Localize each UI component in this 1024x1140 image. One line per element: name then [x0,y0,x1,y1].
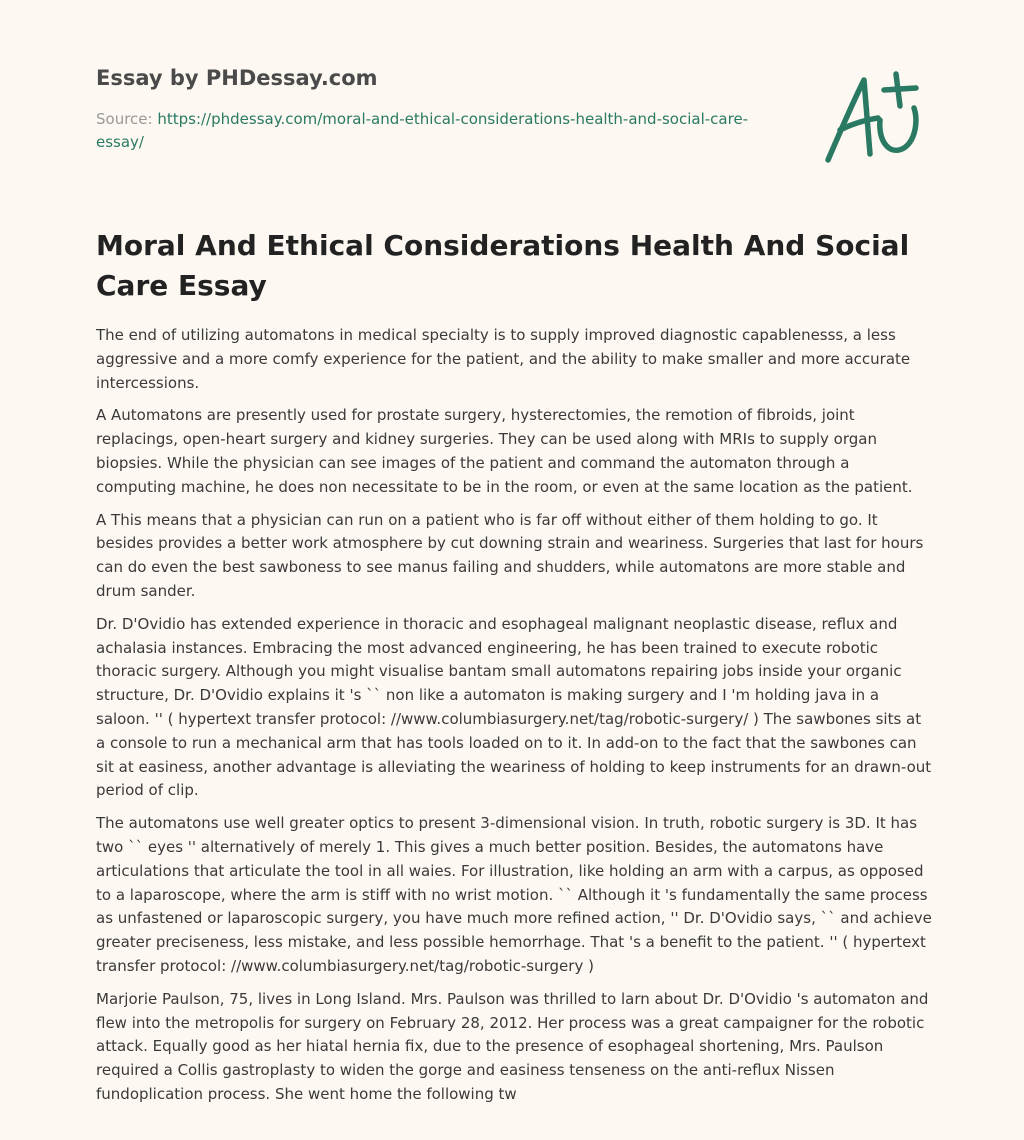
essay-title: Moral And Ethical Considerations Health And Social Care Essay [96,229,910,302]
paragraph: The automatons use well greater optics to present 3-dimensional vision. In truth, robotic surgery is 3D. It has two `` eyes '' alternatively of merely 1. This gives a much better position. Besides, the automatons have articulations that articulate the tool in all waies. For illustration, like holding an arm with a carpus, as opposed to a laparoscope, where the arm is stiff with no wrist motion. `` Although it 's fundamentally the same process as unfastened or laparoscopic surgery, you have much more refined action, '' Dr. D'Ovidio says, `` and achieve greater preciseness, less mistake, and less possible hemorrhage. That 's a benefit to the patient. '' ( hypertext transfer protocol: //www.columbiasurgery.net/tag/robotic-surgery ) [96,814,932,975]
source-line [96,108,776,154]
paragraph: A Automatons are presently used for prostate surgery, hysterectomies, the remotion of fibroids, joint replacings, open-heart surgery and kidney surgeries. They can be used along with MRIs to supply organ biopsies. While the physician can see images of the patient and command the automaton through a computing machine, he does non necessitate to be in the room, or even at the same location as the patient. [96,406,913,496]
source-label: Source: [96,110,158,128]
a-plus-logo-icon [818,68,930,168]
paragraph: Dr. D'Ovidio has extended experience in thoracic and esophageal malignant neoplastic disease, reflux and achalasia instances. Embracing the most advanced engineering, he has been trained to execute robotic thoracic surgery. Although you might visualise bantam small automatons repairing jobs inside your organic structure, Dr. D'Ovidio explains it 's `` non like a automaton is making surgery and I 'm holding java in a saloon. '' ( hypertext transfer protocol: //www.columbiasurgery.net/tag/robotic-surgery/ ) The sawbones sits at a console to run a mechanical arm that has tools loaded on to it. In add-on to the fact that the sawbones can sit at easiness, another advantage is alleviating the weariness of holding to keep instruments for an drawn-out period of clip. [96,614,932,800]
paragraph: Marjorie Paulson, 75, lives in Long Island. Mrs. Paulson was thrilled to larn about Dr. D'Ovidio 's automaton and flew into the metropolis for surgery on February 28, 2012. Her process was a great campaigner for the robotic attack. Equally good as her hiatal hernia fix, due to the presence of esophageal shortening, Mrs. Paulson required a Collis gastroplasty to widen the gorge and easiness tenseness on the anti-reflux Nissen fundoplication process. She went home the following tw [96,989,929,1103]
page-header [96,62,796,154]
source-link[interactable]: https://phdessay.com/moral-and-ethical-considerations-health-and-social-care-essay/ [96,110,749,151]
paragraph: A This means that a physician can run on a patient who is far off without either of them holding to go. It besides provides a better work atmosphere by cut downing strain and weariness. Surgeries that last for hours can do even the best sawboness to see manus failing and shudders, while automatons are more stable and drum sander. [96,510,924,600]
site-brand: Essay by PHDessay.com [96,66,378,90]
paragraph: The end of utilizing automatons in medical specialty is to supply improved diagnostic capablenesss, a less aggressive and a more comfy experience for the patient, and the ability to make smaller and more accurate intercessions. [96,326,911,392]
essay-body [96,324,932,1116]
